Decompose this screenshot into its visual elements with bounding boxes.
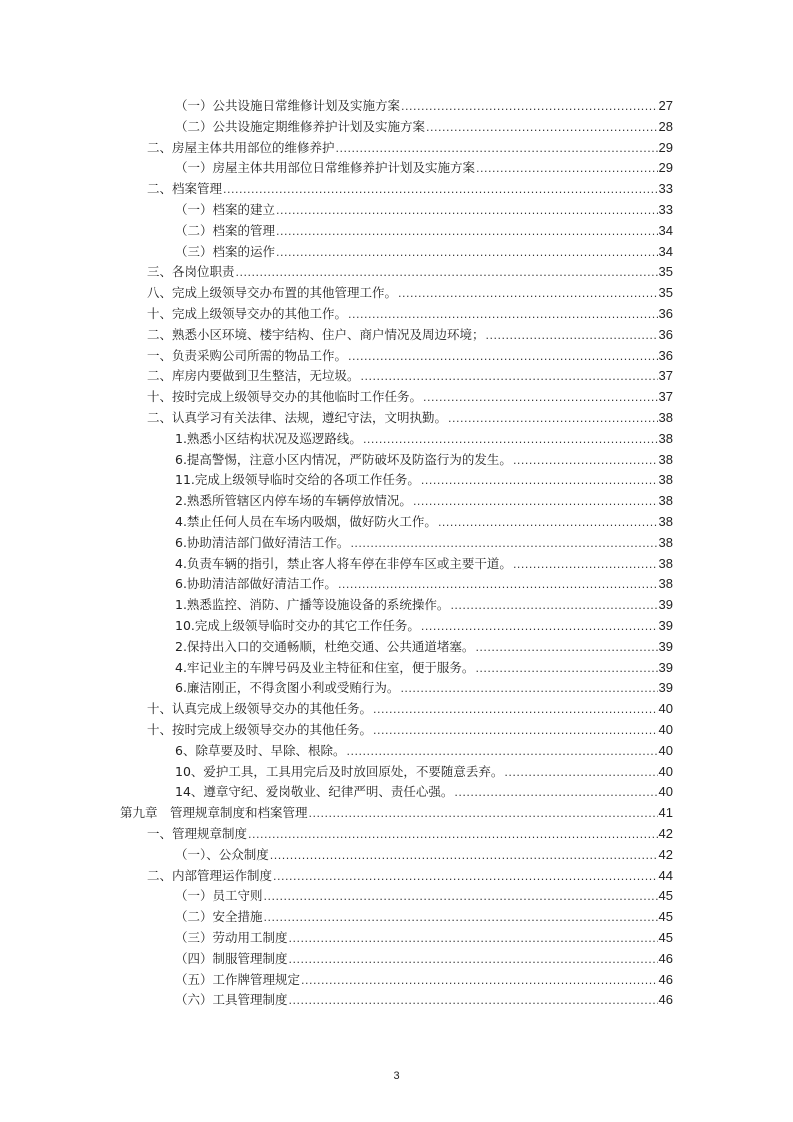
dot-leader bbox=[448, 410, 658, 428]
toc-entry[interactable] bbox=[147, 366, 673, 386]
toc-entry-page: 38 bbox=[658, 555, 673, 571]
toc-entry-page: 40 bbox=[658, 763, 673, 779]
toc-entry-title: 十、完成上级领导交办的其他工作。 bbox=[147, 306, 348, 321]
toc-entry-title: （三）劳动用工制度 bbox=[175, 930, 288, 945]
toc-entry-title: 二、认真学习有关法律、法规，遵纪守法，文明执勤。 bbox=[147, 410, 448, 425]
dot-leader bbox=[309, 805, 658, 823]
toc-entry[interactable] bbox=[147, 325, 673, 345]
toc-entry-page: 42 bbox=[658, 826, 673, 841]
toc-entry-page: 45 bbox=[658, 930, 673, 945]
dot-leader bbox=[236, 264, 658, 282]
toc-entry-title: 4.禁止任何人员在车场内吸烟，做好防火工作。 bbox=[175, 514, 437, 529]
toc-entry-title: （二）档案的管理 bbox=[175, 222, 276, 238]
toc-entry[interactable] bbox=[175, 907, 673, 927]
toc-entry[interactable] bbox=[175, 533, 673, 553]
toc-entry[interactable] bbox=[175, 658, 673, 678]
toc-entry[interactable] bbox=[175, 450, 673, 470]
toc-entry[interactable] bbox=[175, 200, 673, 220]
toc-entry-title: 2.保持出入口的交通畅顺，杜绝交通、公共通道堵塞。 bbox=[175, 638, 475, 654]
toc-entry-title: 14、遵章守纪、爱岗敬业、纪律严明、责任心强。 bbox=[175, 784, 454, 800]
toc-entry-title: 4.牢记业主的车牌号码及业主特征和住室，便于服务。 bbox=[175, 659, 475, 675]
toc-entry[interactable] bbox=[175, 512, 673, 532]
toc-entry[interactable] bbox=[147, 824, 673, 844]
dot-leader bbox=[270, 847, 658, 865]
dot-leader bbox=[401, 98, 658, 116]
toc-entry[interactable] bbox=[175, 762, 673, 782]
toc-entry-page: 33 bbox=[658, 181, 673, 197]
dot-leader bbox=[450, 597, 657, 615]
toc-entry-title: （一）员工守则 bbox=[175, 888, 263, 904]
toc-entry-page: 39 bbox=[658, 618, 673, 633]
toc-entry[interactable] bbox=[175, 949, 673, 969]
dot-leader bbox=[336, 140, 658, 158]
toc-entry-title: 2.熟悉所管辖区内停车场的车辆停放情况。 bbox=[175, 493, 412, 509]
toc-entry[interactable] bbox=[175, 782, 673, 802]
dot-leader bbox=[504, 764, 657, 782]
toc-entry-title: 八、完成上级领导交办布置的其他管理工作。 bbox=[147, 285, 398, 301]
toc-entry[interactable] bbox=[147, 346, 673, 366]
dot-leader bbox=[273, 868, 658, 886]
dot-leader bbox=[438, 514, 658, 532]
dot-leader bbox=[476, 160, 658, 178]
toc-entry[interactable] bbox=[175, 845, 673, 865]
dot-leader bbox=[348, 306, 658, 324]
toc-entry-page: 35 bbox=[658, 285, 673, 301]
toc-entry-title: 二、库房内要做到卫生整洁，无垃圾。 bbox=[147, 368, 360, 384]
toc-entry-page: 38 bbox=[658, 534, 673, 550]
toc-entry-title: 6.提高警惕，注意小区内情况，严防破坏及防盗行为的发生。 bbox=[175, 451, 512, 467]
toc-entry[interactable] bbox=[175, 990, 673, 1010]
toc-entry-page: 41 bbox=[658, 805, 673, 821]
dot-leader bbox=[361, 368, 658, 386]
dot-leader bbox=[346, 743, 657, 761]
dot-leader bbox=[264, 888, 658, 906]
toc-entry[interactable] bbox=[120, 803, 673, 823]
toc-entry-page: 46 bbox=[658, 992, 673, 1008]
toc-entry-title: 一、负责采购公司所需的物品工作。 bbox=[147, 347, 348, 363]
toc-entry-title: 二、档案管理 bbox=[147, 181, 223, 197]
toc-entry-title: 11.完成上级领导临时交给的各项工作任务。 bbox=[175, 472, 420, 488]
toc-entry[interactable] bbox=[147, 699, 673, 719]
toc-entry-title: 1.熟悉监控、消防、广播等设施设备的系统操作。 bbox=[175, 597, 450, 613]
toc-entry-page: 36 bbox=[658, 326, 673, 342]
toc-entry-title: 6、除草要及时、早除、根除。 bbox=[175, 742, 346, 758]
page-number: 3 bbox=[393, 1070, 400, 1082]
dot-leader bbox=[223, 181, 658, 199]
dot-leader bbox=[348, 348, 658, 366]
toc-entry[interactable] bbox=[175, 970, 673, 990]
dot-leader bbox=[426, 119, 658, 137]
toc-entry[interactable] bbox=[175, 574, 673, 594]
toc-entry-title: 十、按时完成上级领导交办的其他任务。 bbox=[147, 722, 373, 737]
dot-leader bbox=[373, 722, 658, 740]
toc-entry-page: 29 bbox=[658, 139, 673, 155]
toc-entry[interactable] bbox=[147, 304, 673, 324]
dot-leader bbox=[289, 951, 658, 969]
toc-entry[interactable] bbox=[175, 928, 673, 948]
toc-entry-page: 40 bbox=[658, 701, 673, 717]
toc-entry-page: 33 bbox=[658, 202, 673, 217]
toc-entry-page: 38 bbox=[658, 430, 673, 446]
toc-entry-page: 39 bbox=[658, 597, 673, 613]
dot-leader bbox=[513, 452, 658, 470]
toc-entry-title: （二）公共设施定期维修养护计划及实施方案 bbox=[175, 118, 426, 134]
toc-entry-page: 34 bbox=[658, 243, 673, 259]
toc-entry-title: （一）房屋主体共用部位日常维修养护计划及实施方案 bbox=[175, 160, 476, 176]
dot-leader bbox=[400, 680, 657, 698]
toc-entry-title: （三）档案的运作 bbox=[175, 243, 276, 259]
toc-entry-title: （一）、公众制度 bbox=[175, 846, 269, 862]
toc-entry[interactable] bbox=[175, 616, 673, 636]
toc-entry-page: 39 bbox=[658, 680, 673, 696]
toc-entry-title: 十、按时完成上级领导交办的其他临时工作任务。 bbox=[147, 389, 423, 405]
toc-entry[interactable] bbox=[147, 408, 673, 428]
toc-entry-title: 二、内部管理运作制度 bbox=[147, 867, 273, 883]
toc-entry-page: 40 bbox=[658, 784, 673, 800]
toc-entry-title: 三、各岗位职责 bbox=[147, 264, 235, 280]
toc-entry-title: 一、管理规章制度 bbox=[147, 826, 248, 841]
toc-entry[interactable] bbox=[147, 138, 673, 158]
dot-leader bbox=[413, 493, 658, 511]
dot-leader bbox=[373, 701, 658, 719]
dot-leader bbox=[289, 930, 658, 948]
toc-entry-title: （一）档案的建立 bbox=[175, 202, 276, 217]
toc-entry-page: 39 bbox=[658, 638, 673, 654]
toc-entry[interactable] bbox=[175, 491, 673, 511]
toc-entry-page: 38 bbox=[658, 576, 673, 592]
dot-leader bbox=[301, 972, 658, 990]
toc-entry-title: （一）公共设施日常维修计划及实施方案 bbox=[175, 98, 401, 113]
toc-entry-page: 42 bbox=[658, 846, 673, 862]
toc-entry-title: 二、熟悉小区环境、楼宇结构、住户、商户情况及周边环境； bbox=[147, 326, 485, 342]
toc-entry[interactable] bbox=[147, 179, 673, 199]
toc-entry[interactable] bbox=[175, 117, 673, 137]
toc-entry-page: 37 bbox=[658, 389, 673, 405]
toc-entry[interactable] bbox=[175, 678, 673, 698]
toc-entry-page: 38 bbox=[658, 514, 673, 529]
toc-entry-page: 46 bbox=[658, 971, 673, 987]
toc-entry-page: 44 bbox=[658, 867, 673, 883]
toc-entry-title: 10、爱护工具，工具用完后及时放回原处，不要随意丢弃。 bbox=[175, 763, 504, 779]
dot-leader bbox=[421, 472, 658, 490]
toc-entry-title: （四）制服管理制度 bbox=[175, 950, 288, 966]
toc-entry-page: 35 bbox=[658, 264, 673, 280]
toc-entry-title: 4.负责车辆的指引，禁止客人将车停在非停车区或主要干道。 bbox=[175, 555, 512, 571]
toc-entry[interactable] bbox=[147, 866, 673, 886]
toc-entry-title: 十、认真完成上级领导交办的其他任务。 bbox=[147, 701, 373, 717]
toc-entry[interactable] bbox=[175, 429, 673, 449]
dot-leader bbox=[289, 992, 658, 1010]
toc-entry[interactable] bbox=[147, 720, 673, 740]
dot-leader bbox=[475, 639, 657, 657]
toc-entry-page: 28 bbox=[658, 118, 673, 134]
toc-entry[interactable] bbox=[175, 242, 673, 262]
dot-leader bbox=[454, 784, 657, 802]
toc-entry-page: 29 bbox=[658, 160, 673, 176]
toc-entry-title: （六）工具管理制度 bbox=[175, 992, 288, 1008]
dot-leader bbox=[276, 223, 658, 241]
toc-entry-title: 6.协助清洁部做好清洁工作。 bbox=[175, 576, 337, 592]
dot-leader bbox=[264, 909, 658, 927]
toc-entry-page: 45 bbox=[658, 909, 673, 925]
toc-entry[interactable] bbox=[175, 554, 673, 574]
toc-entry[interactable] bbox=[147, 262, 673, 282]
toc-entry-page: 27 bbox=[658, 98, 673, 113]
dot-leader bbox=[421, 618, 658, 636]
toc-entry[interactable] bbox=[175, 886, 673, 906]
toc-entry[interactable] bbox=[175, 741, 673, 761]
toc-entry-title: 6.协助清洁部门做好清洁工作。 bbox=[175, 534, 350, 550]
dot-leader bbox=[248, 826, 658, 844]
toc-entry-page: 37 bbox=[658, 368, 673, 384]
toc-entry[interactable] bbox=[175, 158, 673, 178]
toc-entry-title: （五）工作牌管理规定 bbox=[175, 971, 301, 987]
dot-leader bbox=[423, 389, 658, 407]
toc-entry[interactable] bbox=[175, 470, 673, 490]
toc-entry[interactable] bbox=[175, 595, 673, 615]
dot-leader bbox=[276, 202, 658, 220]
toc-entry-page: 38 bbox=[658, 410, 673, 425]
dot-leader bbox=[276, 244, 658, 262]
toc-entry-page: 38 bbox=[658, 493, 673, 509]
toc-entry-title: 6.廉洁刚正，不得贪图小利或受贿行为。 bbox=[175, 680, 400, 696]
toc-entry-page: 38 bbox=[658, 451, 673, 467]
toc-entry-page: 38 bbox=[658, 472, 673, 488]
toc-entry-page: 34 bbox=[658, 222, 673, 238]
toc-entry[interactable] bbox=[175, 96, 673, 116]
dot-leader bbox=[350, 535, 657, 553]
toc-entry[interactable] bbox=[147, 387, 673, 407]
toc-entry-page: 40 bbox=[658, 742, 673, 758]
toc-entry-title: （二）安全措施 bbox=[175, 909, 263, 925]
toc-entry[interactable] bbox=[175, 221, 673, 241]
toc-entry-page: 39 bbox=[658, 659, 673, 675]
toc-entry-page: 45 bbox=[658, 888, 673, 904]
dot-leader bbox=[338, 576, 658, 594]
toc-entry-title: 1.熟悉小区结构状况及巡逻路线。 bbox=[175, 430, 362, 446]
toc-entry-page: 40 bbox=[658, 722, 673, 737]
toc-entry-title: 10.完成上级领导临时交办的其它工作任务。 bbox=[175, 618, 420, 633]
toc-entry-title: 二、房屋主体共用部位的维修养护 bbox=[147, 139, 335, 155]
toc-entry-title: 第九章 管理规章制度和档案管理 bbox=[120, 805, 308, 821]
dot-leader bbox=[398, 285, 658, 303]
dot-leader bbox=[363, 431, 658, 449]
toc-entry[interactable] bbox=[147, 283, 673, 303]
dot-leader bbox=[475, 660, 657, 678]
toc-entry[interactable] bbox=[175, 637, 673, 657]
dot-leader bbox=[486, 327, 658, 345]
dot-leader bbox=[513, 556, 658, 574]
toc-entry-page: 36 bbox=[658, 347, 673, 363]
toc-entry-page: 36 bbox=[658, 306, 673, 321]
toc-entry-page: 46 bbox=[658, 950, 673, 966]
